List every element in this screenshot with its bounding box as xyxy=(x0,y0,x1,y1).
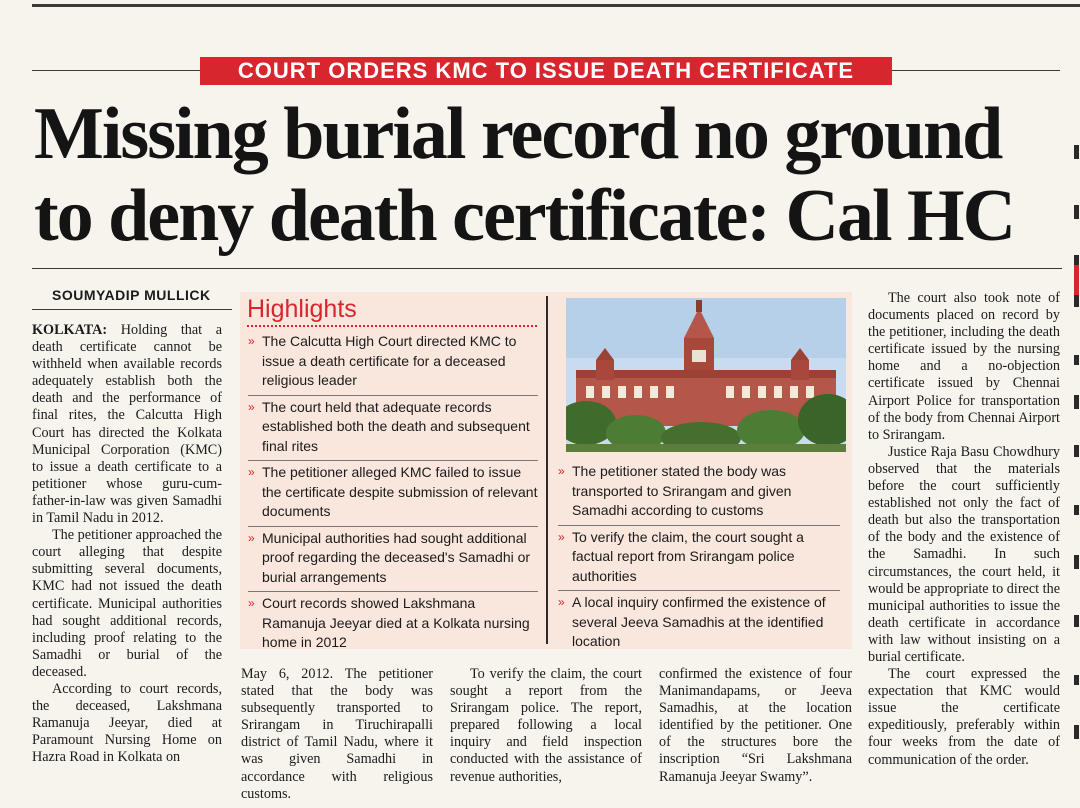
dateline: KOLKATA: xyxy=(32,322,108,338)
double-chevron-right-icon: » xyxy=(558,595,565,609)
highlight-item: » The petitioner stated the body was transported to Srirangam and given Samadhi according to customs xyxy=(558,460,840,526)
headline xyxy=(34,93,1074,257)
highlight-item: » The Calcutta High Court directed KMC to issue a death certificate for a deceased religious leader xyxy=(248,330,538,396)
headline-line-2: to deny death certificate: Cal HC xyxy=(34,175,1015,257)
highlights-list-right xyxy=(558,460,840,656)
paragraph: confirmed the existence of four Manimandapams, or Jeeva Samadhis, at the location identified by the petitioner. One of the structures bore the inscription “Sri Lakshmana Ramanuja Jeeyar Swamy”. xyxy=(659,666,852,785)
headline-rule xyxy=(32,268,1062,269)
top-rule xyxy=(32,4,1080,7)
double-chevron-right-icon: » xyxy=(558,464,565,478)
double-chevron-right-icon: » xyxy=(248,465,255,479)
highlight-item: » The court held that adequate records established both the death and subsequent final rites xyxy=(248,396,538,462)
kicker-rule-right xyxy=(892,70,1060,71)
highlight-item: » Municipal authorities had sought additional proof regarding the deceased's Samadhi or burial arrangements xyxy=(248,527,538,593)
article-column-2 xyxy=(241,666,433,803)
highlight-item: » To verify the claim, the court sought a factual report from Srirangam police authorities xyxy=(558,526,840,592)
byline-rule xyxy=(32,309,232,310)
article-column-1 xyxy=(32,322,222,766)
double-chevron-right-icon: » xyxy=(558,529,565,544)
article-column-5 xyxy=(868,290,1060,769)
paragraph: The court also took note of documents placed on record by the petitioner, including the death certificate issued by the nursing home and a no-objection certificate issued by Chennai Airport Police for transportation of the body from Chennai Airport to Srirangam. xyxy=(868,290,1060,443)
paragraph xyxy=(32,322,222,527)
paragraph: According to court records, the deceased, Lakshmana Ramanuja Jeeyar, died at Paramount Nursing Home on Hazra Road in Kolkata on xyxy=(32,680,222,766)
article-column-3 xyxy=(450,666,642,786)
double-chevron-right-icon: » xyxy=(248,334,255,348)
highlight-item: » A local inquiry confirmed the existence of several Jeeva Samadhis at the identified location xyxy=(558,594,826,649)
paragraph-text: Holding that a death certificate cannot be withheld when available records adequately establish both the death and the performance of final rites, the Calcutta High Court has directed the Kolkata Municipal Corporation (KMC) to issue a death certificate to a petitioner whose guru-cum-father-in-law was given Samadhi in Tamil Nadu in 2012. xyxy=(32,322,222,527)
highlight-item: » Court records showed Lakshmana Ramanuja Jeeyar died at a Kolkata nursing home in 2012 xyxy=(248,595,530,650)
paragraph: May 6, 2012. The petitioner stated that the body was subsequently transported to Srirangam in Tiruchirapalli district of Tamil Nadu, where it was given Samadhi in accordance with religious customs. xyxy=(241,666,433,802)
paragraph: To verify the claim, the court sought a report from the Srirangam police. The report, prepared following a local inquiry and field inspection conducted with the assistance of revenue authorities, xyxy=(450,666,642,785)
double-chevron-right-icon: » xyxy=(248,596,255,610)
kicker-rule-left xyxy=(32,70,200,71)
headline-line-1: Missing burial record no ground xyxy=(34,93,1002,175)
court-building-photo xyxy=(566,298,846,452)
article-column-4 xyxy=(659,666,852,786)
highlights-title-underline xyxy=(247,325,537,327)
adjacent-article-edge xyxy=(1073,95,1080,795)
adjacent-text-fragments xyxy=(1073,95,1080,795)
paragraph: Justice Raja Basu Chowdhury observed that the materials before the court sufficiently established not only the fact of death but also the transportation of the body and the existence of the Samadhi. In such circumstances, the court held, it would be appropriate to direct the municipal authorities to issue the death certificate in accordance with law without insisting on a burial certificate. xyxy=(868,443,1060,665)
highlight-item: » The petitioner alleged KMC failed to issue the certificate despite submission of relevant documents xyxy=(248,461,538,527)
highlights-title: Highlights xyxy=(247,295,357,323)
highlights-list-left xyxy=(248,330,538,657)
double-chevron-right-icon: » xyxy=(248,399,255,414)
highlights-divider xyxy=(546,296,548,644)
kicker-banner: COURT ORDERS KMC TO ISSUE DEATH CERTIFICATE xyxy=(200,57,892,85)
double-chevron-right-icon: » xyxy=(248,530,255,545)
byline: SOUMYADIP MULLICK xyxy=(52,287,211,303)
paragraph: The court expressed the expectation that KMC would issue the certificate expeditiously, preferably within four weeks from the date of communication of the order. xyxy=(868,666,1060,768)
court-building-illustration xyxy=(566,298,846,452)
paragraph: The petitioner approached the court alleging that despite submitting several documents, KMC had not issued the death certificate. Municipal authorities had sought additional records, including proof relating to the Samadhi or burial of the deceased. xyxy=(32,527,222,680)
